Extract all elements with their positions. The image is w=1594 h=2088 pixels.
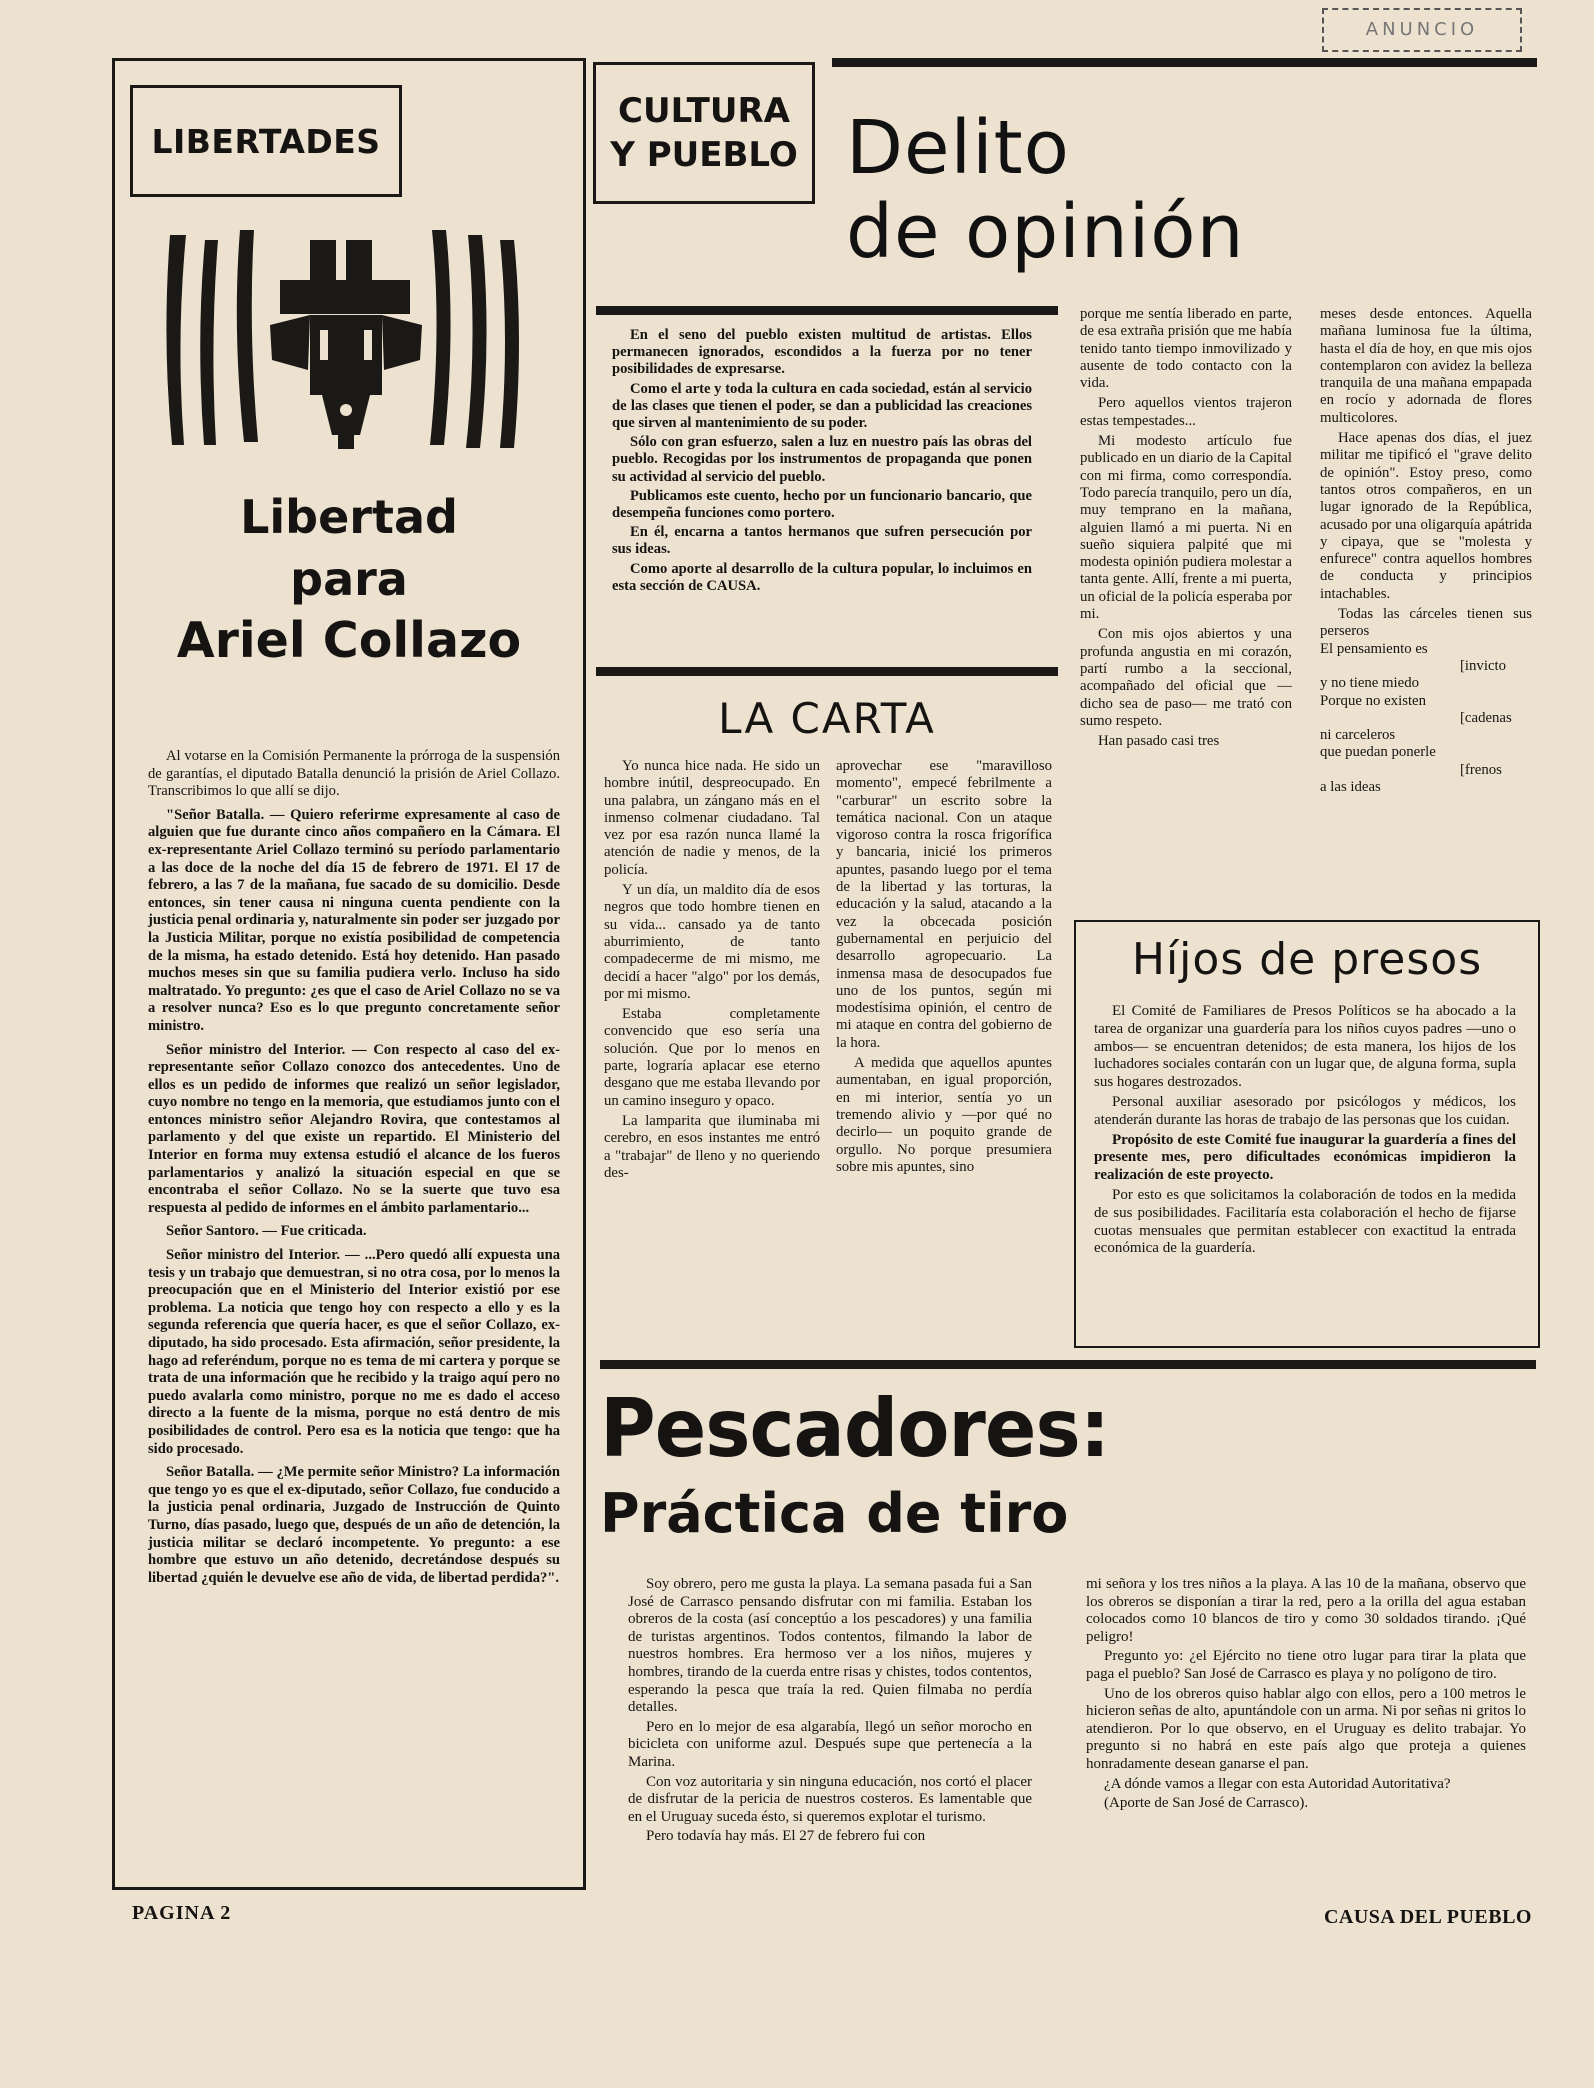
libertades-article-body <box>148 748 560 1593</box>
story-paragraph: Y un día, un maldito día de esos negros que todo hombre tienen en su vida... cansado ya de tanto aburrimiento, de tanto compadecerme de mi mismo, me decidí a hacer "algo" por los demás, por mi mismo. <box>604 882 820 1002</box>
pescadores-paragraph: (Aporte de San José de Carrasco). <box>1104 1795 1309 1812</box>
story-paragraph: A medida que aquellos apuntes aumentaban, en igual proporción, en mi interior, sentía yo un tremendo alivio y —por qué no decirlo— un poquito grande de orgullo. No porque presumiera sobre mis apuntes, sino <box>836 1055 1052 1175</box>
story-poem <box>1320 641 1532 797</box>
delito-headline-line-2: de opinión <box>846 189 1245 275</box>
hijos-title: Híjos de presos <box>1131 934 1483 985</box>
cultura-section-label-box <box>593 62 815 204</box>
corner-stamp <box>1322 8 1522 52</box>
story-paragraph: aprovechar ese "maravilloso momento", empecé febrilmente a "carburar" un escrito sobre la temática nacional. Con un ataque vigoroso contra la rosca frigorífica y bancaria, inicié los primeros apuntes, pasando luego por el tema de la libertad y las torturas, la educación y la salud, atacando a la vez la obcecada posición gubernamental en perjuicio del desarrollo agropecuario. La inmensa masa de desocupados fue uno de los puntos, según mi modestísima opinión, el centro de mi ataque en contra del gobierno de la hora. <box>836 758 1052 1051</box>
poem-line: ni carceleros <box>1320 727 1396 744</box>
intro-top-rule <box>596 306 1058 315</box>
libertades-headline-line-3: Ariel Collazo <box>176 612 522 669</box>
cultura-intro-paragraph: Publicamos este cuento, hecho por un funcionario bancario, que desempeña funciones como portero. <box>612 487 1032 522</box>
libertades-headline <box>120 486 578 672</box>
libertades-paragraph: Señor Batalla. — ¿Me permite señor Ministro? La información que tengo yo es que el ex-diputado, señor Collazo, fue conducido a la justicia penal ordinaria, Juzgado de Instrucción de Quinto Turno, días pasado, luego que, después de un año de detención, la justicia militar se declaró incompetente. Yo pregunto: a ese hombre que estuvo un año detenido, decretándose después su libertad ¿quién le devuelve ese año de vida, de libertad perdida?". <box>148 1464 560 1586</box>
story-column-3 <box>1080 306 1292 753</box>
hijos-body <box>1094 1003 1516 1260</box>
page-number: PAGINA 2 <box>132 1902 232 1924</box>
story-paragraph: Han pasado casi tres <box>1098 733 1220 750</box>
story-paragraph: La lamparita que iluminaba mi cerebro, en esos instantes me entró a "trabajar" de lleno y no queriendo des- <box>604 1112 820 1181</box>
pescadores-paragraph: Pero en lo mejor de esa algarabía, llegó un señor morocho en bicicleta con uniforme azul. Después supe que pertenecía a la Marina. <box>628 1718 1032 1770</box>
cultura-intro-paragraph: En él, encarna a tantos hermanos que sufren persecución por sus ideas. <box>612 524 1032 558</box>
cultura-top-rule <box>832 58 1537 67</box>
story-column-1 <box>604 758 820 1185</box>
story-paragraph: Mi modesto artículo fue publicado en un diario de la Capital con mi firma, como correspondía. Todo parecía tranquilo, pero un día, muy temprano en la mañana, alguien llamó a mi puerta. Ni en sueño siquiera palpité que mi modesta opinión pudiera molestar a tanta gente. Allí, frente a mi puerta, un oficial de la policía esperaba por mi. <box>1080 433 1292 623</box>
libertades-paragraph: "Señor Batalla. — Quiero referirme expresamente al caso de alguien que fue durante cinco años compañero en la Cámara. El ex-representante Ariel Collazo terminó su período parlamentario a las doce de la noche del día 15 de febrero de 1971. El 17 de febrero, a las 7 de la mañana, fue sacado de su domicilio. Desde entonces, sin tener causa ni ninguna cuenta pendiente con la justicia penal ordinaria y, naturalmente sin poder ser juzgado por la Justicia Militar, porque no existía posibilidad de competencia de la misma, ha estado detenido. Está hoy detenido. Han pasado muchos meses sin que su familia pudiera verlo. Incluso ha sido maltratado. Yo pregunto: ¿es que el caso de Ariel Collazo no se va a resolver nunca? Eso es lo que pregunto concretamente señor ministro. <box>148 806 560 1034</box>
cultura-intro-paragraph: Como el arte y toda la cultura en cada sociedad, están al servicio de las clases que tienen el poder, se dan a publicidad las creaciones que sirven al mantenimiento de su poder. <box>612 380 1032 432</box>
cultura-intro-paragraph: En el seno del pueblo existen multitud de artistas. Ellos permanecen ignorados, escondidos a la fuerza por no tener posibilidades de expresarse. <box>612 327 1032 378</box>
pescadores-column-1 <box>628 1576 1032 1848</box>
pescadores-paragraph: Uno de los obreros quiso hablar algo con ellos, pero a 100 metros le hicieron señas de alto, apuntándole con un arma. Ni por señas ni gritos lo atendieron. Por lo que observo, en el Uruguay es delito trabajar. Yo pregunto si no habrá en este país algo que proteja a quienes honradamente desean ganarse el pan. <box>1086 1685 1526 1772</box>
story-column-2 <box>836 758 1052 1179</box>
poem-line: que puedan ponerle <box>1320 744 1436 761</box>
pescadores-headline: Pescadores: <box>600 1380 1110 1476</box>
cultura-intro-paragraph: Sólo con gran esfuerzo, salen a luz en nuestro país las obras del pueblo. Recogidas por los instrumentos de propaganda que ponen su actividad al servicio del pueblo. <box>612 434 1032 485</box>
pescadores-paragraph: Pero todavía hay más. El 27 de febrero fui con <box>646 1828 926 1845</box>
prison-bars-illustration <box>160 220 530 455</box>
cultura-intro-paragraph: Como aporte al desarrollo de la cultura popular, lo incluimos en esta sección de CAUSA. <box>612 560 1032 594</box>
poem-line: Porque no existen <box>1320 692 1427 709</box>
delito-headline-line-1: Delito <box>846 105 1070 191</box>
pescadores-paragraph: mi señora y los tres niños a la playa. A las 10 de la mañana, observo que los obreros se disponían a tirar la red, pero a la orilla del agua estaban colocados como 10 blancos de tiro y como 30 soldados tirando. ¡Qué peligro! <box>1086 1576 1526 1645</box>
poem-line: [cadenas <box>1460 709 1512 726</box>
intro-bottom-rule <box>596 667 1058 676</box>
pescadores-paragraph: ¿A dónde vamos a llegar con esta Autoridad Autoritativa? <box>1104 1775 1451 1792</box>
pescadores-subheadline: Práctica de tiro <box>600 1482 1069 1545</box>
poem-line: y no tiene miedo <box>1320 675 1420 692</box>
poem-line: El pensamiento es <box>1320 640 1428 657</box>
hijos-paragraph: Por esto es que solicitamos la colaboración de todos en la medida de sus posibilidades. Facilitaría esta colaboración el hecho de fijarse cuotas mensuales que permitan establecer con exactitud la entrada económica de la guardería. <box>1094 1186 1516 1257</box>
cultura-section-label-line-2: Y PUEBLO <box>610 135 798 175</box>
story-paragraph: Yo nunca hice nada. He sido un hombre inútil, despreocupado. En una palabra, un zángano más en el inmenso colmenar ciudadano. Tal vez por esa razón nunca llamé la atención de nadie y menos, de la policía. <box>604 758 820 878</box>
libertades-section-label: LIBERTADES <box>151 121 381 161</box>
cultura-intro <box>612 327 1032 597</box>
poem-line: [invicto <box>1460 657 1507 674</box>
story-paragraph: Con mis ojos abiertos y una profunda angustia en mi corazón, partí rumbo a la seccional, acompañado del oficial que —dicho sea de paso— me trató con sumo respeto. <box>1080 626 1292 729</box>
story-title: LA CARTA <box>718 694 936 743</box>
story-paragraph: porque me sentía liberado en parte, de esa extraña prisión que me había tenido tanto tiempo inmovilizado y ausente de todo contacto con la vida. <box>1080 306 1292 392</box>
story-paragraph: Estaba completamente convencido que eso sería una solución. Que por lo menos en parte, lograría aplacar ese eterno desgano que me estaba llevando por un camino inseguro y opaco. <box>604 1006 820 1109</box>
corner-stamp-text: ANUNCIO <box>1365 19 1479 40</box>
pescadores-paragraph: Con voz autoritaria y sin ninguna educación, nos cortó el placer de disfrutar de la pericia de nuestros costeros. Es lamentable que en el Uruguay suceda ésto, si queremos explotar el turismo. <box>628 1773 1032 1825</box>
pescadores-paragraph: Pregunto yo: ¿el Ejército no tiene otro lugar para tirar la plata que paga el pueblo? San José de Carrasco es playa y no polígono de tiro. <box>1086 1648 1526 1682</box>
story-paragraph: meses desde entonces. Aquella mañana luminosa fue la última, hasta el día de hoy, en que mis ojos contemplaron con avidez la belleza tranquila de una mañana empapada en rocío y adornada de flores multicolores. <box>1320 306 1532 426</box>
cultura-section-label-line-1: CULTURA <box>618 91 790 131</box>
libertades-section-label-box <box>130 85 402 197</box>
story-paragraph: Todas las cárceles tienen sus perseros <box>1320 606 1532 640</box>
libertades-paragraph: Señor ministro del Interior. — Con respecto al caso del ex-representante señor Collazo conozco dos antecedentes. Uno de ellos es un pedido de informes que realizó un señor legislador, cuyo nombre no tengo en la memoria, que estudiamos junto con el entonces ministro señor Alejandro Rovira, que contestamos al parlamento y del que existe un repartido. El Ministerio del Interior en forma muy extensa estudió el alcance de los fueros parlamentarios y analizó la situación especial en que se encontraba el señor Collazo. No se la suerte que tuvo esa respuesta al pedido de informes en el ámbito parlamentario... <box>148 1041 560 1216</box>
pescadores-column-2 <box>1086 1576 1526 1815</box>
hijos-paragraph: Propósito de este Comité fue inaugurar la guardería a fines del presente mes, pero dificultades económicas impidieron la realización de este proyecto. <box>1094 1131 1516 1184</box>
delito-headline <box>846 106 1536 274</box>
libertades-paragraph: Al votarse en la Comisión Permanente la prórroga de la suspensión de garantías, el diputado Batalla denunció la prisión de Ariel Collazo. Transcribimos lo que allí se dijo. <box>148 748 560 800</box>
poem-line: [frenos <box>1460 761 1502 778</box>
story-paragraph: Pero aquellos vientos trajeron estas tempestades... <box>1080 395 1292 429</box>
hijos-paragraph: Personal auxiliar asesorado por psicólogos y médicos, los atenderán durante las horas de trabajo de las personas que los cuidan. <box>1094 1093 1516 1128</box>
pescadores-top-rule <box>600 1360 1536 1369</box>
story-paragraph: Hace apenas dos días, el juez militar me tipificó el "grave delito de opinión". Estoy preso, como tantos otros compañeros, en un lugar ignorado de la República, acusado por una oligarquía apátrida y cipaya, que se "molesta y enfurece" contra aquellos hombres de conducta y principios intachables. <box>1320 430 1532 602</box>
story-column-4 <box>1320 306 1532 796</box>
libertades-paragraph: Señor ministro del Interior. — ...Pero quedó allí expuesta una tesis y un trabajo que demuestran, si no otra cosa, por lo menos la preocupación que en el Ministerio del Interior existió por ese problema. La noticia que tengo hoy con respecto a ello y es la segunda referencia que quería hacer, es que el señor Collazo, ex-diputado, ha sido procesado. Esta afirmación, señor presidente, la hago ad referéndum, porque no es tema de mi cartera y porque se trata de una información que he recibido y la traigo aquí pero no puedo avalarla como ministro, porque no me es dado el acceso directo a la fuente de la misma, porque no está dentro de mis posibilidades de control. Pero esa es la noticia que tengo: que ha sido procesado. <box>148 1247 560 1457</box>
pescadores-paragraph: Soy obrero, pero me gusta la playa. La semana pasada fui a San José de Carrasco pensando disfrutar con mi familia. Estaban los obreros de la costa (así conceptúo a los pescadores) y una familia de turistas argentinos. Todos contentos, filmando la labor de nuestros hombres. Era hermoso ver a los niños, mujeres y hombres, tirando de la cuerda entre risas y chistes, todos contentos, esperando la pesca que traía la red. Quien filmaba no perdía detalles. <box>628 1576 1032 1716</box>
libertades-headline-line-2: para <box>290 552 408 606</box>
hijos-paragraph: El Comité de Familiares de Presos Políticos se ha abocado a la tarea de organizar una guardería para los niños cuyos padres —uno o ambos— se encuentran detenidos; de esta manera, los hijos de los luchadores sociales contarán con un lugar que, de alguna forma, supla sus hogares destrozados. <box>1094 1003 1516 1091</box>
libertades-paragraph: Señor Santoro. — Fue criticada. <box>166 1223 367 1240</box>
poem-line: a las ideas <box>1320 779 1381 796</box>
libertades-headline-line-1: Libertad <box>240 490 458 544</box>
masthead-footer: CAUSA DEL PUEBLO <box>1323 1906 1532 1928</box>
